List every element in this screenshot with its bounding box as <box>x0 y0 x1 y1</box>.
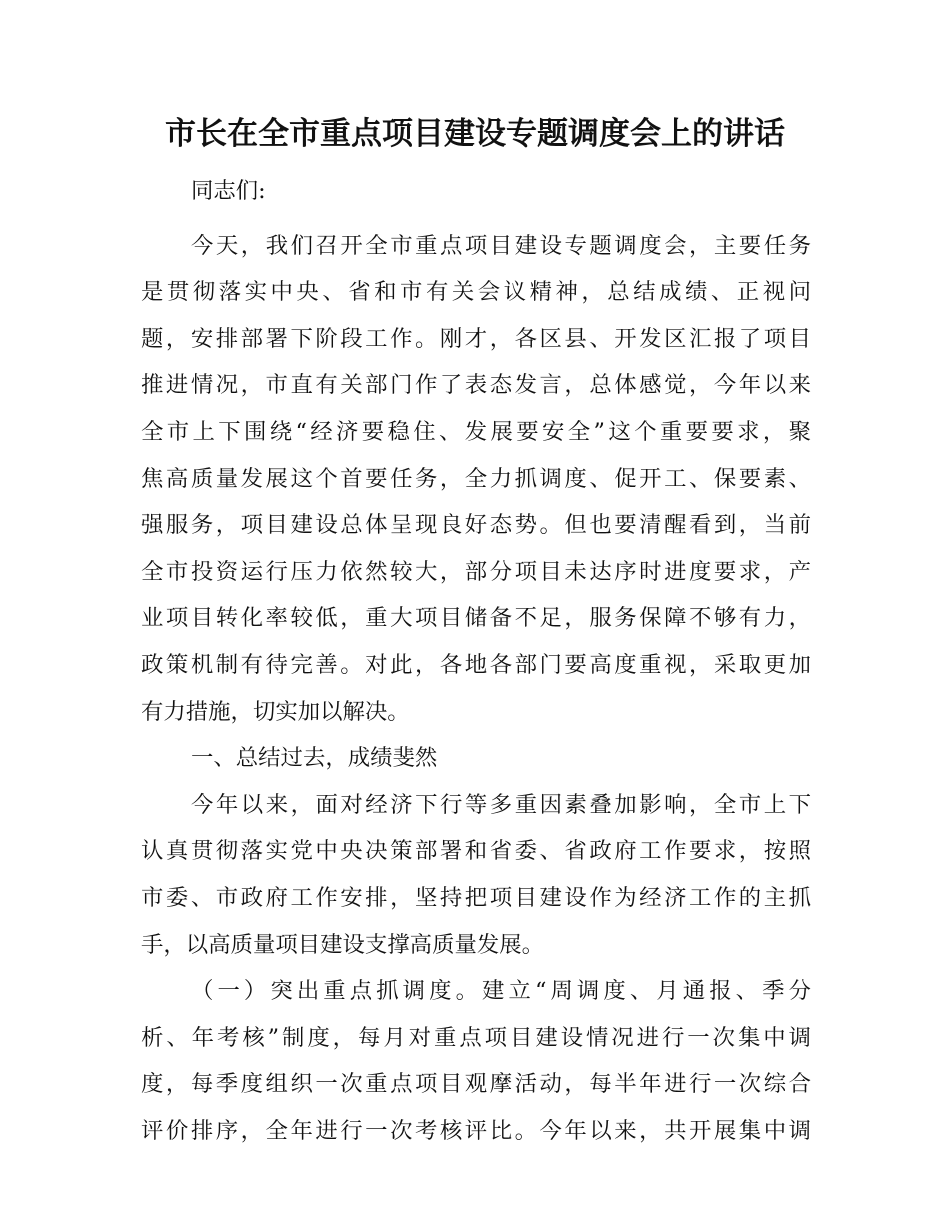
paragraph-line: 今年以来，面对经济下行等多重因素叠加影响，全市上下 <box>191 791 811 818</box>
paragraph-line: 焦高质量发展这个首要任务，全力抓调度、促开工、保要素、 <box>141 465 811 492</box>
paragraph-line: 强服务，项目建设总体呈现良好态势。但也要清醒看到，当前 <box>141 512 811 539</box>
paragraph-1 <box>141 223 811 736</box>
paragraph-line: 全市上下围绕“经济要稳住、发展要安全”这个重要要求，聚 <box>141 418 811 445</box>
section-heading: 一、总结过去，成绩斐然 <box>191 745 438 772</box>
paragraph-line: 全市投资运行压力依然较大，部分项目未达序时进度要求，产 <box>141 558 811 585</box>
paragraph-3 <box>141 968 811 1154</box>
paragraph-line: 是贯彻落实中央、省和市有关会议精神，总结成绩、正视问 <box>141 279 811 306</box>
paragraph-line: 市委、市政府工作安排，坚持把项目建设作为经济工作的主抓 <box>141 884 811 911</box>
paragraph-line: 手，以高质量项目建设支撑高质量发展。 <box>141 931 545 958</box>
paragraph-line: 有力措施，切实加以解决。 <box>141 698 410 725</box>
paragraph-line: 题，安排部署下阶段工作。刚才，各区县、开发区汇报了项目 <box>141 325 811 352</box>
paragraph-line: 业项目转化率较低，重大项目储备不足，服务保障不够有力， <box>141 605 811 632</box>
paragraph-line: 政策机制有待完善。对此，各地各部门要高度重视，采取更加 <box>141 651 811 678</box>
document-title: 市长在全市重点项目建设专题调度会上的讲话 <box>165 116 785 152</box>
spacer <box>141 215 811 223</box>
paragraph-line: 评价排序，全年进行一次考核评比。今年以来，共开展集中调 <box>141 1117 811 1144</box>
paragraph-2 <box>141 782 811 968</box>
paragraph-line: （一）突出重点抓调度。建立“周调度、月通报、季分 <box>191 978 811 1005</box>
paragraph-line: 推进情况，市直有关部门作了表态发言，总体感觉，今年以来 <box>141 372 811 399</box>
paragraph-line: 度，每季度组织一次重点项目观摩活动，每半年进行一次综合 <box>141 1071 811 1098</box>
paragraph-line: 认真贯彻落实党中央决策部署和省委、省政府工作要求，按照 <box>141 838 811 865</box>
paragraph-line: 析、年考核”制度，每月对重点项目建设情况进行一次集中调 <box>141 1024 811 1051</box>
paragraph-line: 今天，我们召开全市重点项目建设专题调度会，主要任务 <box>191 232 811 259</box>
greeting: 同志们: <box>191 178 266 204</box>
document-body <box>141 168 811 1154</box>
